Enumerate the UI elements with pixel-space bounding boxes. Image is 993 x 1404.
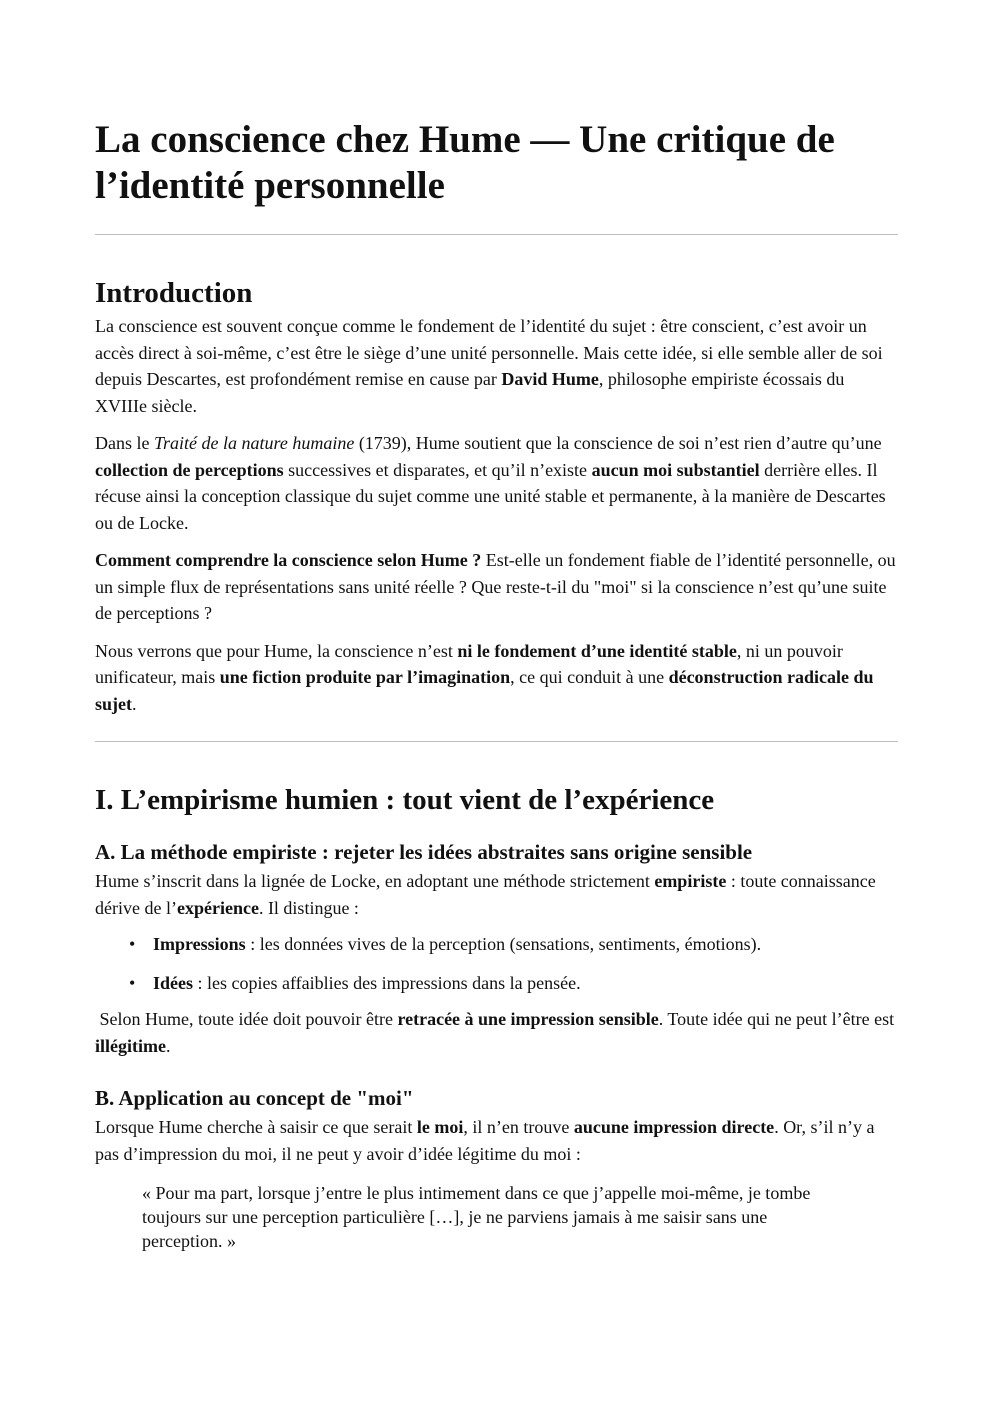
section-divider — [95, 741, 898, 742]
bold-run: ni le fondement d’une identité stable — [457, 640, 737, 661]
text-run: Lorsque Hume cherche à saisir ce que serait — [95, 1117, 417, 1137]
bold-run: retracée à une impression sensible — [397, 1009, 659, 1029]
section-b-heading: B. Application au concept de "moi" — [95, 1086, 414, 1110]
text-run: Selon Hume, toute idée doit pouvoir être — [95, 1009, 398, 1029]
text-run: : les copies affaiblies des impressions dans la pensée. — [193, 972, 581, 993]
intro-annonce-plan — [95, 638, 898, 718]
title-divider — [95, 234, 898, 235]
text-run: Nous verrons que pour Hume, la conscience n’est — [95, 640, 458, 661]
intro-problematique — [95, 547, 898, 627]
bold-run: Idées — [153, 972, 193, 993]
text-run: (1739), Hume soutient que la conscience de soi n’est rien d’autre qu’une — [354, 433, 882, 453]
document-title: La conscience chez Hume — Une critique de l’identité personnelle — [95, 118, 835, 207]
text-run: . Toute idée qui ne peut l’être est — [658, 1009, 899, 1029]
text-run: : les données vives de la perception (sensations, sentiments, émotions). — [245, 934, 762, 954]
bold-run: David Hume — [501, 369, 599, 389]
bold-run: aucune impression directe — [573, 1117, 775, 1137]
text-run: , philosophe empiriste écossais du XVIIIe siècle. — [95, 369, 845, 416]
text-run: Dans le — [95, 433, 154, 453]
part-1-heading: I. L’empirisme humien : tout vient de l’expérience — [95, 784, 715, 816]
list-item — [95, 970, 898, 997]
bold-run: expérience — [176, 897, 259, 918]
text-run: La conscience est souvent conçue comme le fondement de l’identité du sujet : être conscient, c’est avoir un accès direct à soi-même, c’est être le siège d’une unité personnelle. Mais cette idée, si elle semble aller de soi depuis Descartes, est profondément remise en cause par — [95, 316, 883, 389]
bold-run: déconstruction radicale du sujet — [95, 667, 874, 714]
bullet-icon: • — [129, 934, 136, 954]
text-run: . Il distingue : — [258, 897, 359, 918]
introduction-heading: Introduction — [95, 277, 253, 309]
text-run: . — [165, 1035, 171, 1056]
bold-run: empiriste — [654, 871, 727, 891]
distinction-list — [95, 931, 898, 996]
bold-run: Impressions — [153, 934, 246, 954]
intro-paragraph-2 — [95, 430, 898, 536]
text-run: , ce qui conduit à une — [510, 667, 669, 687]
text-run: , ni un pouvoir unificateur, mais — [95, 640, 843, 687]
section-b-paragraph-1 — [95, 1114, 898, 1167]
text-run: : toute connaissance dérive de l’ — [95, 871, 876, 918]
book-title-italic: Traité de la nature humaine — [153, 433, 355, 453]
section-a-paragraph-1 — [95, 868, 898, 921]
bold-run: aucun moi substantiel — [591, 459, 760, 480]
text-run: , il n’en trouve — [463, 1117, 574, 1137]
text-run: Est-elle un fondement fiable de l’identité personnelle, ou un simple flux de représentations sans unité réelle ? Que reste-t-il du "moi" si la conscience n’est qu’une suite de perceptions ? — [95, 550, 896, 623]
text-run: successives et disparates, et qu’il n’existe — [283, 459, 592, 480]
hume-quote: « Pour ma part, lorsque j’entre le plus intimement dans ce que j’appelle moi-même, je tombe toujours sur une perception particulière […], je ne parviens jamais à me saisir sans une perception. » — [142, 1183, 811, 1251]
bullet-icon: • — [129, 972, 136, 993]
bold-run: collection de perceptions — [95, 459, 284, 480]
text-run: . — [132, 693, 137, 714]
bold-run: une fiction produite par l’imagination — [219, 667, 511, 687]
bold-run: illégitime — [95, 1035, 166, 1056]
text-run: Hume s’inscrit dans la lignée de Locke, en adoptant une méthode strictement — [95, 871, 655, 891]
section-a-heading: A. La méthode empiriste : rejeter les idées abstraites sans origine sensible — [95, 840, 753, 864]
text-run: . Or, s’il n’y a pas d’impression du moi, il ne peut y avoir d’idée légitime du moi : — [95, 1117, 875, 1164]
document-page — [95, 0, 898, 1253]
text-run: derrière elles. Il récuse ainsi la conception classique du sujet comme une unité stable et permanente, à la manière de Descartes ou de Locke. — [95, 459, 886, 533]
intro-paragraph-1 — [95, 313, 898, 419]
bold-run: Comment comprendre la conscience selon Hume ? — [95, 550, 482, 570]
list-item — [95, 931, 898, 958]
section-a-paragraph-2 — [95, 1006, 898, 1059]
bold-run: le moi — [416, 1117, 464, 1137]
